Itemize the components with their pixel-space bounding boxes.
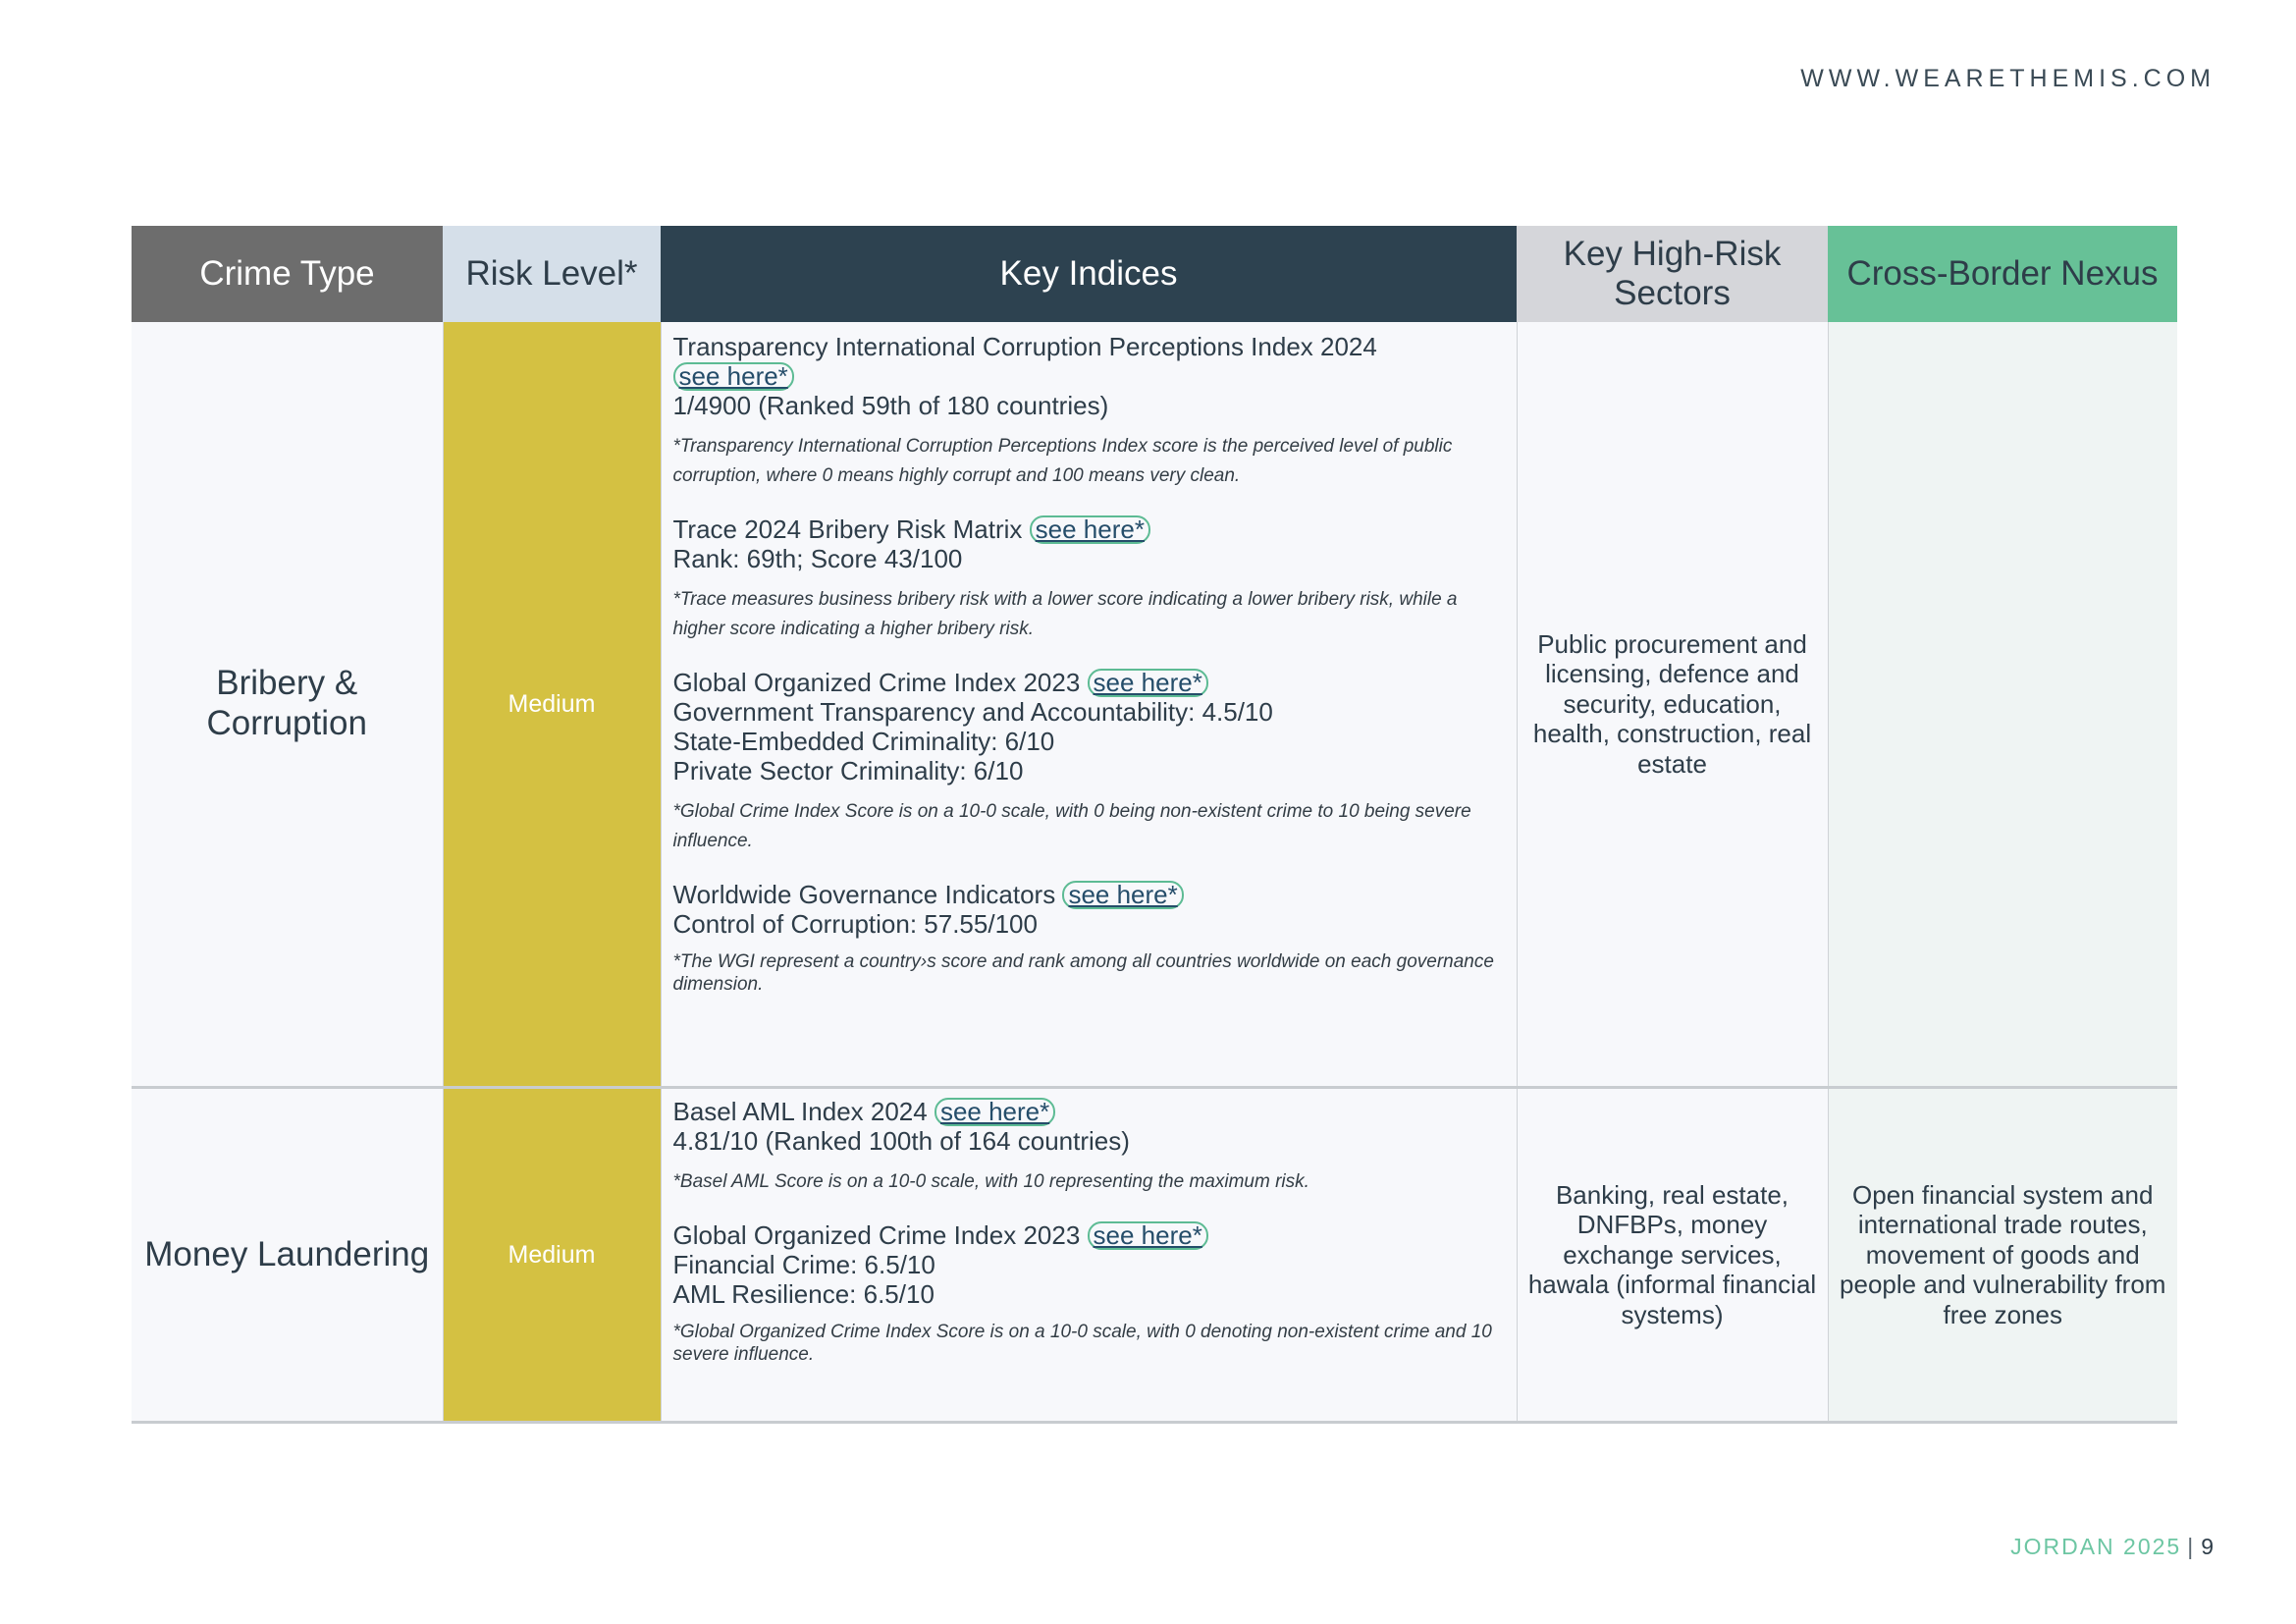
index-value: Private Sector Criminality: 6/10: [672, 756, 1024, 785]
cross-border-cell: [1828, 322, 2177, 1088]
see-here-link[interactable]: see here*: [1088, 1221, 1208, 1250]
column-header-cross-border: Cross-Border Nexus: [1828, 226, 2177, 322]
site-url[interactable]: WWW.WEARETHEMIS.COM: [1800, 65, 2216, 92]
footer-separator: |: [2187, 1534, 2196, 1559]
index-value: Government Transparency and Accountability: 4.5/10: [672, 697, 1273, 727]
index-entry: [673, 514, 1503, 644]
index-note: *Trace measures business bribery risk with a lower score indicating a lower bribery risk, while a higher score indicating a higher bribery risk.: [672, 589, 1458, 639]
index-title: Global Organized Crime Index 2023: [672, 668, 1081, 697]
see-here-link[interactable]: see here*: [1062, 881, 1183, 909]
table-header-row: [132, 226, 2177, 322]
index-note: *Basel AML Score is on a 10-0 scale, with 10 representing the maximum risk.: [672, 1171, 1309, 1192]
index-value: AML Resilience: 6.5/10: [672, 1279, 934, 1309]
column-header-key-indices: Key Indices: [661, 226, 1517, 322]
key-sectors-cell: Public procurement and licensing, defence and security, education, health, construction, real estate: [1517, 322, 1828, 1088]
risk-table: [132, 226, 2177, 1424]
index-value: Financial Crime: 6.5/10: [672, 1250, 935, 1279]
index-entry: [673, 332, 1503, 491]
index-value: Rank: 69th; Score 43/100: [672, 544, 963, 573]
index-value: State-Embedded Criminality: 6/10: [672, 727, 1055, 756]
index-note: *Global Crime Index Score is on a 10-0 scale, with 0 being non-existent crime to 10 being severe influence.: [672, 801, 1471, 851]
column-header-key-sectors: Key High-Risk Sectors: [1517, 226, 1828, 322]
risk-level-badge: Medium: [443, 322, 661, 1088]
index-entry: [673, 1097, 1503, 1197]
crime-type-cell: Bribery & Corruption: [132, 322, 443, 1088]
table-row: [132, 1088, 2177, 1423]
index-entry: [673, 668, 1503, 856]
index-title: Worldwide Governance Indicators: [672, 880, 1056, 909]
page-footer: [2010, 1534, 2216, 1560]
index-value: 1/4900 (Ranked 59th of 180 countries): [672, 391, 1109, 420]
crime-type-cell: Money Laundering: [132, 1088, 443, 1423]
index-note: *Transparency International Corruption Perceptions Index score is the perceived level of public corruption, where 0 means highly corrupt and 100 means very clean.: [672, 436, 1453, 486]
index-title: Basel AML Index 2024: [672, 1097, 928, 1126]
index-value: 4.81/10 (Ranked 100th of 164 countries): [672, 1126, 1130, 1156]
see-here-link[interactable]: see here*: [673, 362, 794, 391]
key-indices-cell: [661, 1088, 1517, 1423]
index-entry: [673, 1220, 1503, 1366]
see-here-link[interactable]: see here*: [1030, 515, 1150, 544]
table-row: [132, 322, 2177, 1088]
column-header-risk-level: Risk Level*: [443, 226, 661, 322]
column-header-crime-type: Crime Type: [132, 226, 443, 322]
index-note: *The WGI represent a country›s score and rank among all countries worldwide on each governance dimension.: [672, 951, 1494, 995]
key-sectors-cell: Banking, real estate, DNFBPs, money exchange services, hawala (informal financial systems): [1517, 1088, 1828, 1423]
risk-level-badge: Medium: [443, 1088, 661, 1423]
see-here-link[interactable]: see here*: [934, 1098, 1055, 1126]
index-note: *Global Organized Crime Index Score is on a 10-0 scale, with 0 denoting non-existent crime and 10 severe influence.: [672, 1322, 1492, 1365]
page-number: 9: [2201, 1534, 2216, 1559]
index-title: Global Organized Crime Index 2023: [672, 1220, 1081, 1250]
index-entry: [673, 880, 1503, 996]
key-indices-cell: [661, 322, 1517, 1088]
index-value: Control of Corruption: 57.55/100: [672, 909, 1038, 939]
cross-border-cell: Open financial system and international trade routes, movement of goods and people and vulnerability from free zones: [1828, 1088, 2177, 1423]
index-title: Transparency International Corruption Perceptions Index 2024: [672, 332, 1377, 361]
see-here-link[interactable]: see here*: [1088, 669, 1208, 697]
footer-country: JORDAN 2025: [2010, 1534, 2182, 1559]
index-title: Trace 2024 Bribery Risk Matrix: [672, 514, 1023, 544]
